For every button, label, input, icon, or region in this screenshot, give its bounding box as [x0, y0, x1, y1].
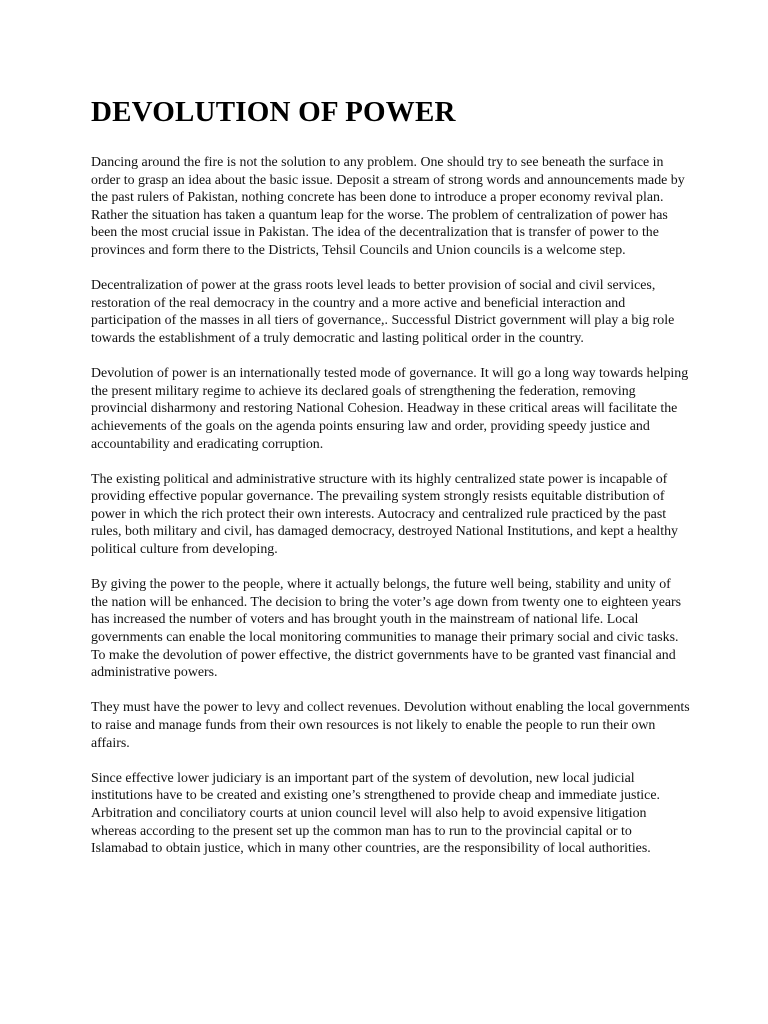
paragraph-1: Dancing around the fire is not the solution to any problem. One should try to see beneath the surface in order to grasp an idea about the basic issue. Deposit a stream of strong words and announcements made by the past rulers of Pakistan, nothing concrete has been done to introduce a proper economy revival plan. Rather the situation has taken a quantum leap for the worse. The problem of centralization of power has been the most crucial issue in Pakistan. The idea of the decentralization that is transfer of power to the provinces and form there to the Districts, Tehsil Councils and Union councils is a welcome step. — [91, 155, 685, 258]
paragraph-3: Devolution of power is an internationally tested mode of governance. It will go a long way towards helping the present military regime to achieve its declared goals of strengthening the federation, removing provincial disharmony and restoring National Cohesion. Headway in these critical areas will facilitate the achievements of the goals on the agenda points ensuring law and order, providing speedy justice and accountability and eradicating corruption. — [91, 366, 689, 452]
document-title: DEVOLUTION OF POWER — [91, 96, 456, 128]
document-body — [91, 92, 691, 875]
paragraph-5: By giving the power to the people, where it actually belongs, the future well being, stability and unity of the nation will be enhanced. The decision to bring the voter’s age down from twenty one to eighteen years has increased the number of voters and has brought youth in the mainstream of national life. Local governments can enable the local monitoring communities to manage their primary social and civic tasks. To make the devolution of power effective, the district governments have to be granted vast financial and administrative powers. — [91, 577, 682, 681]
paragraph-2: Decentralization of power at the grass roots level leads to better provision of social and civil services, restoration of the real democracy in the country and a more active and beneficial interaction and participation of the masses in all tiers of governance,. Successful District government will play a big role towards the establishment of a truly democratic and lasting political order in the country. — [91, 278, 675, 346]
paragraph-7: Since effective lower judiciary is an important part of the system of devolution, new local judicial institutions have to be created and existing one’s strengthened to provide cheap and immediate justice. Arbitration and conciliatory courts at union council level will also help to avoid expensive litigation whereas according to the present set up the common man has to run to the provincial capital or to Islamabad to obtain justice, which in many other countries, are the responsibility of local authorities. — [91, 770, 660, 857]
paragraph-4: The existing political and administrative structure with its highly centralized state power is incapable of providing effective popular governance. The prevailing system strongly resists equitable distribution of power in which the rich protect their own interests. Autocracy and centralized rule practiced by the past rules, both military and civil, has damaged democracy, destroyed National Institutions, and kept a healthy political culture from developing. — [91, 471, 678, 558]
paragraph-6: They must have the power to levy and collect revenues. Devolution without enabling the local governments to raise and manage funds from their own resources is not likely to enable the people to run their own affairs. — [91, 700, 690, 751]
